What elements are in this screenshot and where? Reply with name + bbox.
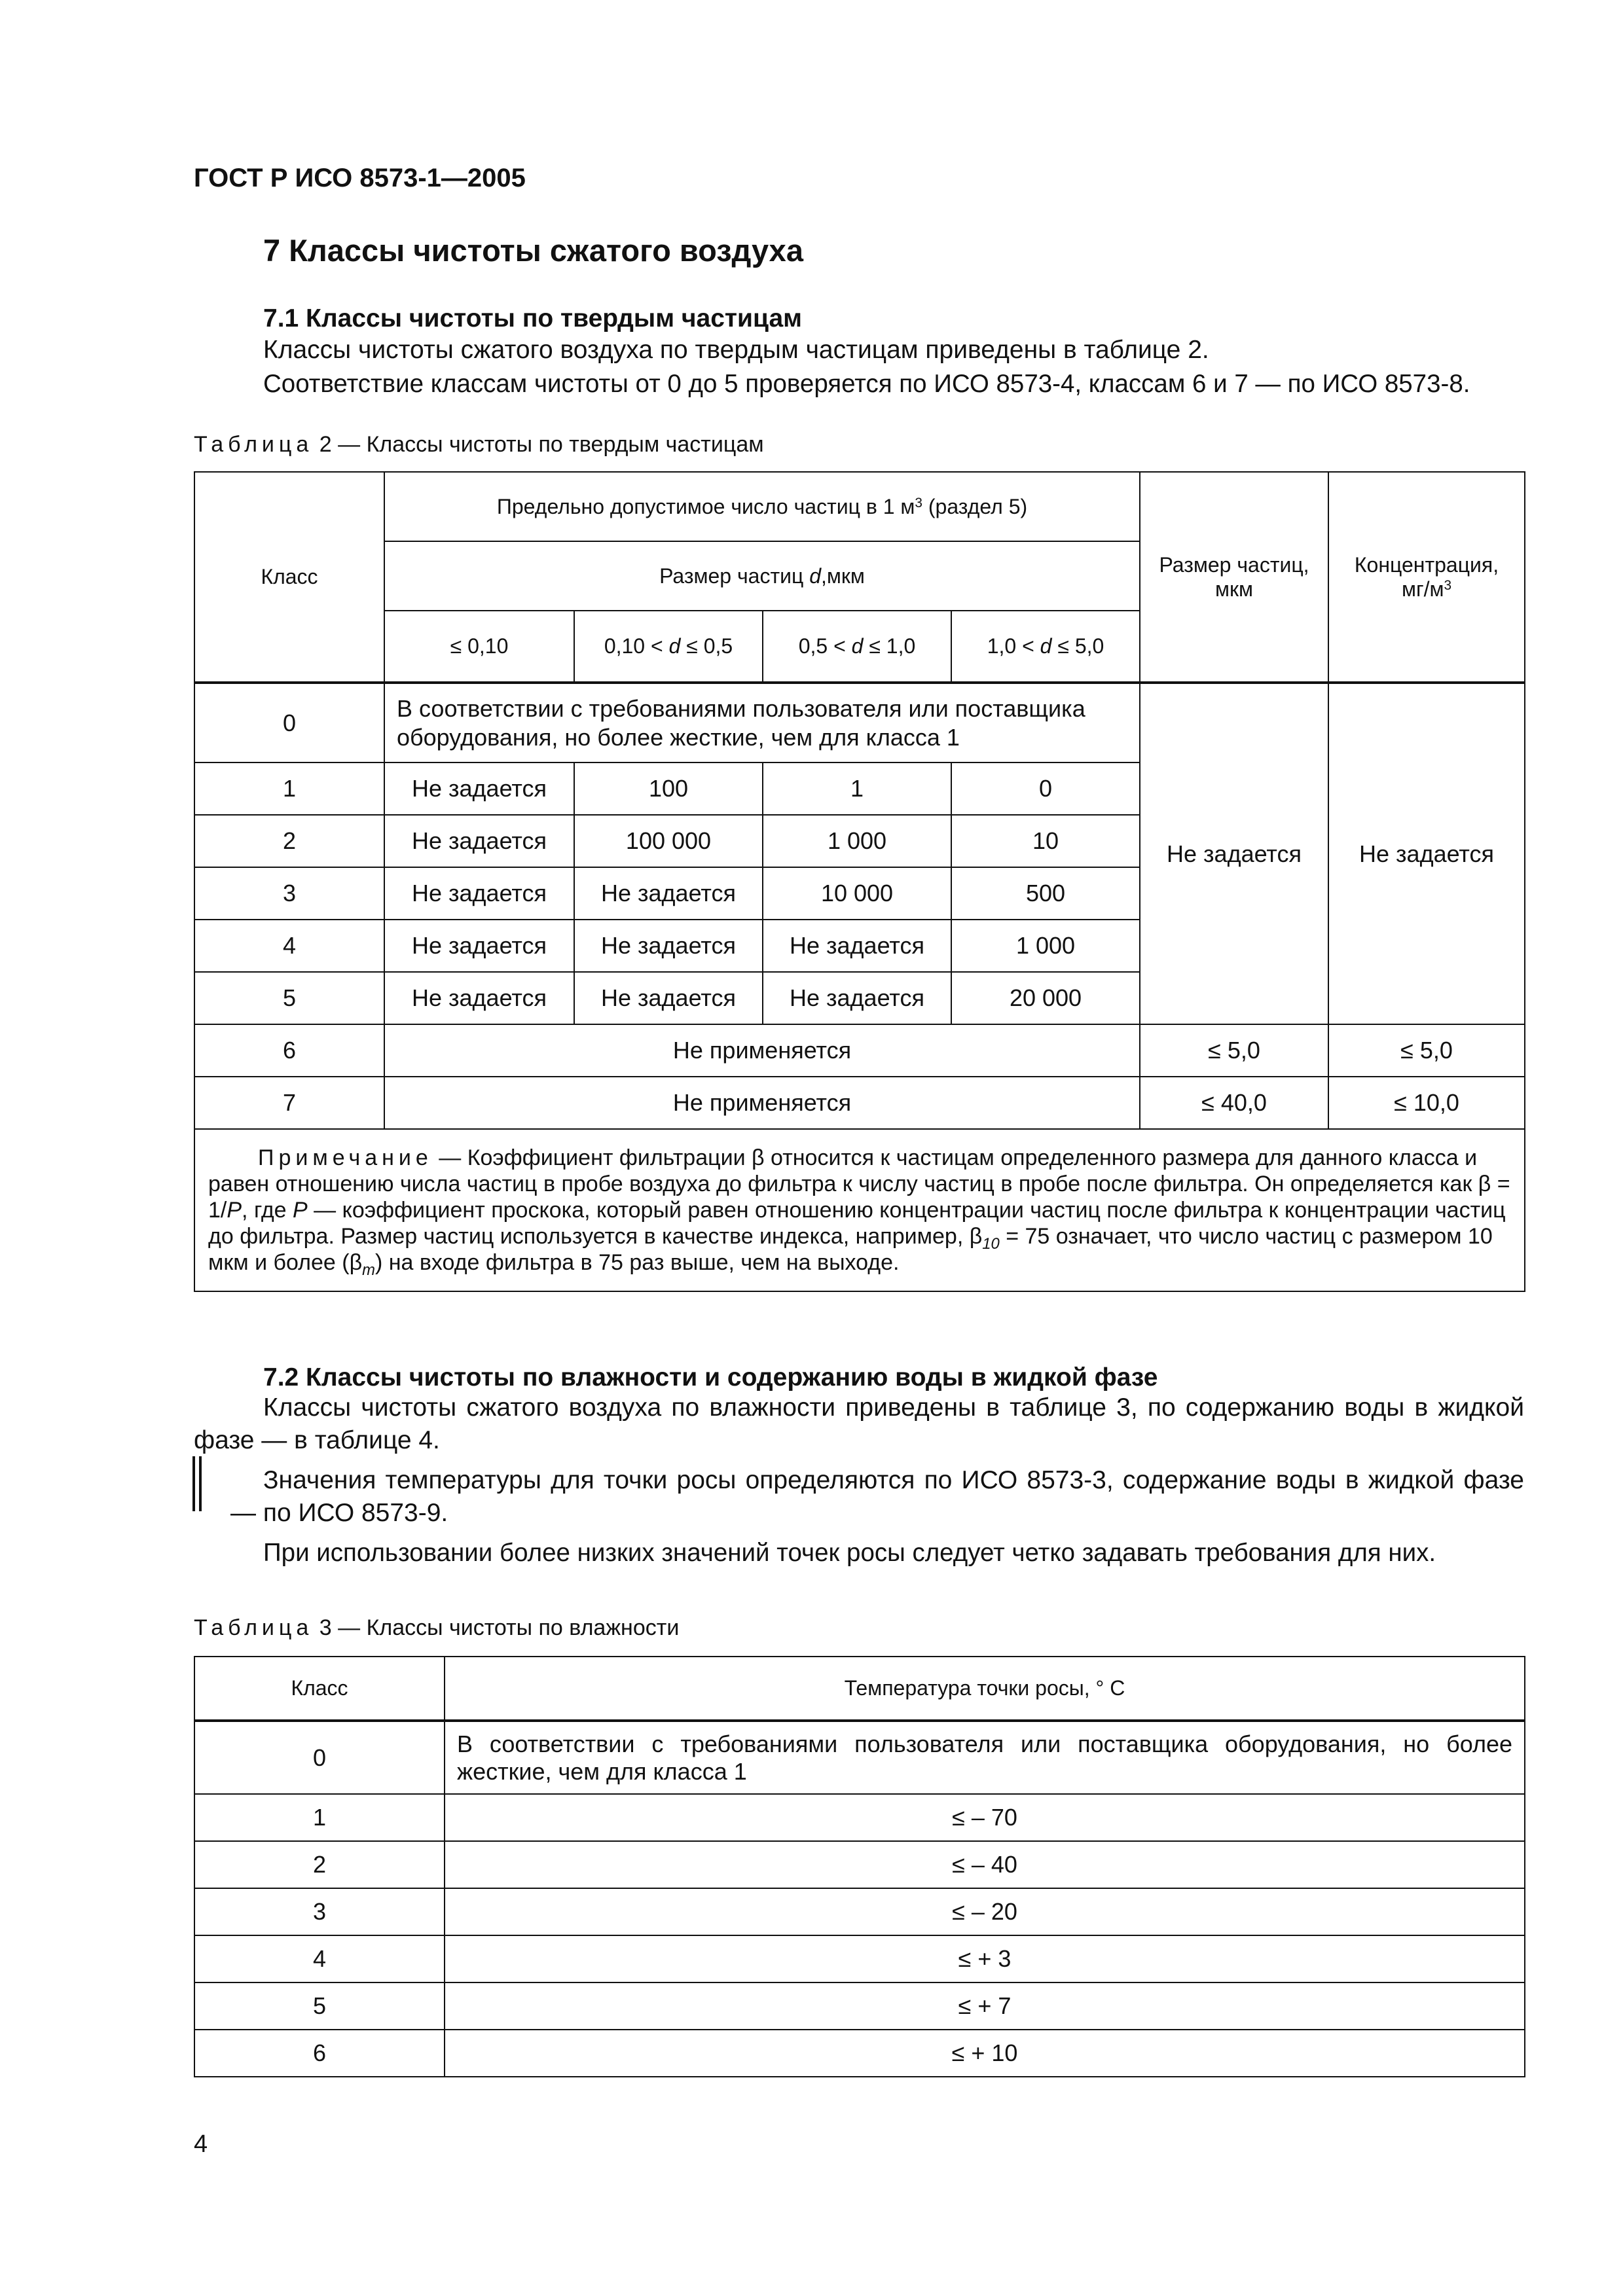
table-note — [194, 1129, 1525, 1291]
value-cell: Не задается — [384, 815, 574, 867]
size-limit-cell: ≤ 40,0 — [1140, 1077, 1328, 1129]
header-particle-size: Размер частиц, мкм — [1140, 472, 1328, 683]
dew-point-cell: ≤ – 70 — [445, 1794, 1525, 1841]
header-particle-limit-tail: (раздел 5) — [922, 494, 1028, 518]
value-cell: Не задается — [384, 762, 574, 815]
header-size-d-pre: Размер частиц — [659, 564, 810, 588]
value-cell: Не задается — [574, 867, 763, 920]
not-applicable-cell: Не применяется — [384, 1077, 1140, 1129]
concentration-limit-cell: ≤ 5,0 — [1328, 1024, 1525, 1077]
header-range-2-post: ≤ 0,5 — [680, 634, 733, 658]
header-size-d-var: d — [809, 564, 821, 588]
value-cell: 0 — [951, 762, 1140, 815]
particle-purity-table — [194, 471, 1525, 1292]
table-header-row — [194, 1657, 1525, 1721]
concentration-limit-cell: ≤ 10,0 — [1328, 1077, 1525, 1129]
row0-description: В соответствии с требованиями пользователя или поставщика оборудования, но более жесткие, чем для класса 1 — [445, 1721, 1525, 1794]
dew-point-cell: ≤ + 10 — [445, 2030, 1525, 2077]
header-concentration-sup: 3 — [1444, 578, 1452, 594]
value-cell: Не задается — [574, 972, 763, 1024]
header-range-4-post: ≤ 5,0 — [1051, 634, 1104, 658]
dew-point-cell: ≤ – 40 — [445, 1841, 1525, 1888]
note-var-p2: P — [293, 1198, 308, 1223]
note-text-5: ) на входе фильтра в 75 раз выше, чем на выходе. — [374, 1250, 900, 1275]
value-cell: 1 000 — [763, 815, 951, 867]
table-note-row — [194, 1129, 1525, 1291]
header-dew-point: Температура точки росы, ° С — [445, 1657, 1525, 1721]
table-row — [194, 1721, 1525, 1794]
table-row — [194, 1841, 1525, 1888]
document-id: ГОСТ Р ИСО 8573-1—2005 — [194, 164, 526, 192]
class-cell: 0 — [194, 1721, 445, 1794]
paragraph-7-2-1: Классы чистоты сжатого воздуха по влажности приведены в таблице 3, по содержанию воды в жидкой фазе — в таблице 4. — [194, 1393, 1524, 1454]
class-cell: 7 — [194, 1077, 384, 1129]
header-class: Класс — [194, 472, 384, 683]
value-cell: 10 — [951, 815, 1140, 867]
class-cell: 3 — [194, 1888, 445, 1935]
value-cell: 100 000 — [574, 815, 763, 867]
paragraph-7-1-2: Соответствие классам чистоты от 0 до 5 проверяется по ИСО 8573-4, классам 6 и 7 — по ИСО 8573-8. — [263, 370, 1470, 398]
table-row — [194, 1982, 1525, 2030]
note-sub-10-text: 10 — [982, 1234, 1000, 1253]
page-number: 4 — [194, 2130, 208, 2158]
class-cell: 4 — [194, 1935, 445, 1982]
class-cell: 4 — [194, 920, 384, 972]
value-cell: Не задается — [384, 972, 574, 1024]
subsection-7-2-title: 7.2 Классы чистоты по влажности и содержанию воды в жидкой фазе — [263, 1363, 1158, 1391]
section-title: 7 Классы чистоты сжатого воздуха — [263, 233, 803, 268]
subsection-7-1-title: 7.1 Классы чистоты по твердым частицам — [263, 304, 802, 332]
table-row — [194, 1077, 1525, 1129]
header-range-3-post: ≤ 1,0 — [863, 634, 916, 658]
header-concentration-text: Концентрация, мг/м — [1354, 552, 1499, 601]
class-cell: 1 — [194, 1794, 445, 1841]
header-particle-limit — [384, 472, 1140, 541]
header-range-2-d: d — [668, 634, 681, 658]
note-text-3: — коэффициент проскока, который равен отношению концентрации частиц после фильтра к концентрации частиц до фильтра. Размер частиц используется в качестве индекса, например, β — [208, 1198, 1506, 1249]
header-range-4-d: d — [1040, 634, 1052, 658]
value-cell: 1 — [763, 762, 951, 815]
merged-concentration-cell: Не задается — [1328, 683, 1525, 1024]
dew-point-cell: ≤ – 20 — [445, 1888, 1525, 1935]
table-row — [194, 1794, 1525, 1841]
value-cell: Не задается — [384, 867, 574, 920]
table-3-caption — [194, 1615, 679, 1641]
dew-point-cell: ≤ + 7 — [445, 1982, 1525, 2030]
value-cell: Не задается — [763, 920, 951, 972]
header-size-d-unit: ,мкм — [821, 564, 865, 588]
header-particle-limit-sup: 3 — [915, 495, 922, 511]
header-concentration — [1328, 472, 1525, 683]
class-cell: 5 — [194, 972, 384, 1024]
table-2-caption-word: Таблица — [194, 432, 314, 457]
header-particle-limit-text: Предельно допустимое число частиц в 1 м — [496, 494, 915, 518]
table-3-caption-word: Таблица — [194, 1615, 314, 1640]
merged-size-cell: Не задается — [1140, 683, 1328, 1024]
change-mark-bar — [192, 1456, 202, 1511]
paragraph-7-2-2: Значения температуры для точки росы определяются по ИСО 8573-3, содержание воды в жидкой фазе — по ИСО 8573-9. — [230, 1466, 1524, 1527]
size-limit-cell: ≤ 5,0 — [1140, 1024, 1328, 1077]
header-range-3-pre: 0,5 < — [798, 634, 852, 658]
class-cell: 6 — [194, 1024, 384, 1077]
value-cell: 1 000 — [951, 920, 1140, 972]
table-header-row — [194, 472, 1525, 541]
value-cell: Не задается — [763, 972, 951, 1024]
header-range-2 — [574, 611, 763, 683]
table-row — [194, 1888, 1525, 1935]
table-row — [194, 1024, 1525, 1077]
class-cell: 2 — [194, 1841, 445, 1888]
header-range-1: ≤ 0,10 — [384, 611, 574, 683]
header-class: Класс — [194, 1657, 445, 1721]
class-cell: 0 — [194, 683, 384, 762]
note-sub-m-text: m — [362, 1261, 375, 1279]
note-word: Примечание — [258, 1145, 433, 1170]
dew-point-cell: ≤ + 3 — [445, 1935, 1525, 1982]
value-cell: Не задается — [574, 920, 763, 972]
paragraph-7-1-1: Классы чистоты сжатого воздуха по твердым частицам приведены в таблице 2. — [263, 336, 1209, 364]
class-cell: 6 — [194, 2030, 445, 2077]
value-cell: 20 000 — [951, 972, 1140, 1024]
note-sub-m — [362, 1261, 375, 1279]
table-row — [194, 2030, 1525, 2077]
paragraph-7-2-3: При использовании более низких значений точек росы следует четко задавать требования для них. — [263, 1539, 1436, 1567]
value-cell: 100 — [574, 762, 763, 815]
note-sub-10 — [982, 1235, 999, 1253]
table-row — [194, 683, 1525, 762]
note-text-1: — Коэффициент фильтрации β относится к частицам определенного размера для данного класса и равен отношению числа частиц в пробе воздуха до фильтра к числу частиц в пробе после фильтра. Он определяется как β = 1/ — [208, 1145, 1510, 1223]
header-range-3-d: d — [851, 634, 864, 658]
not-applicable-cell: Не применяется — [384, 1024, 1140, 1077]
value-cell: 10 000 — [763, 867, 951, 920]
humidity-purity-table — [194, 1656, 1525, 2077]
header-size-d — [384, 541, 1140, 611]
class-cell: 1 — [194, 762, 384, 815]
row0-description: В соответствии с требованиями пользователя или поставщика оборудования, но более жесткие, чем для класса 1 — [384, 683, 1140, 762]
header-range-3 — [763, 611, 951, 683]
table-row — [194, 1935, 1525, 1982]
value-cell: Не задается — [384, 920, 574, 972]
table-2-caption — [194, 432, 764, 457]
class-cell: 3 — [194, 867, 384, 920]
table-3-caption-text: 3 — Классы чистоты по влажности — [319, 1615, 680, 1640]
value-cell: 500 — [951, 867, 1140, 920]
header-range-4 — [951, 611, 1140, 683]
header-range-4-pre: 1,0 < — [987, 634, 1040, 658]
class-cell: 2 — [194, 815, 384, 867]
note-text-2: , где — [242, 1198, 293, 1223]
note-var-p1: P — [227, 1198, 242, 1223]
table-2-caption-text: 2 — Классы чистоты по твердым частицам — [319, 432, 764, 457]
note-text-4: = 75 означает, что число частиц с размером 10 мкм и более (β — [208, 1224, 1493, 1275]
class-cell: 5 — [194, 1982, 445, 2030]
header-range-2-pre: 0,10 < — [604, 634, 669, 658]
